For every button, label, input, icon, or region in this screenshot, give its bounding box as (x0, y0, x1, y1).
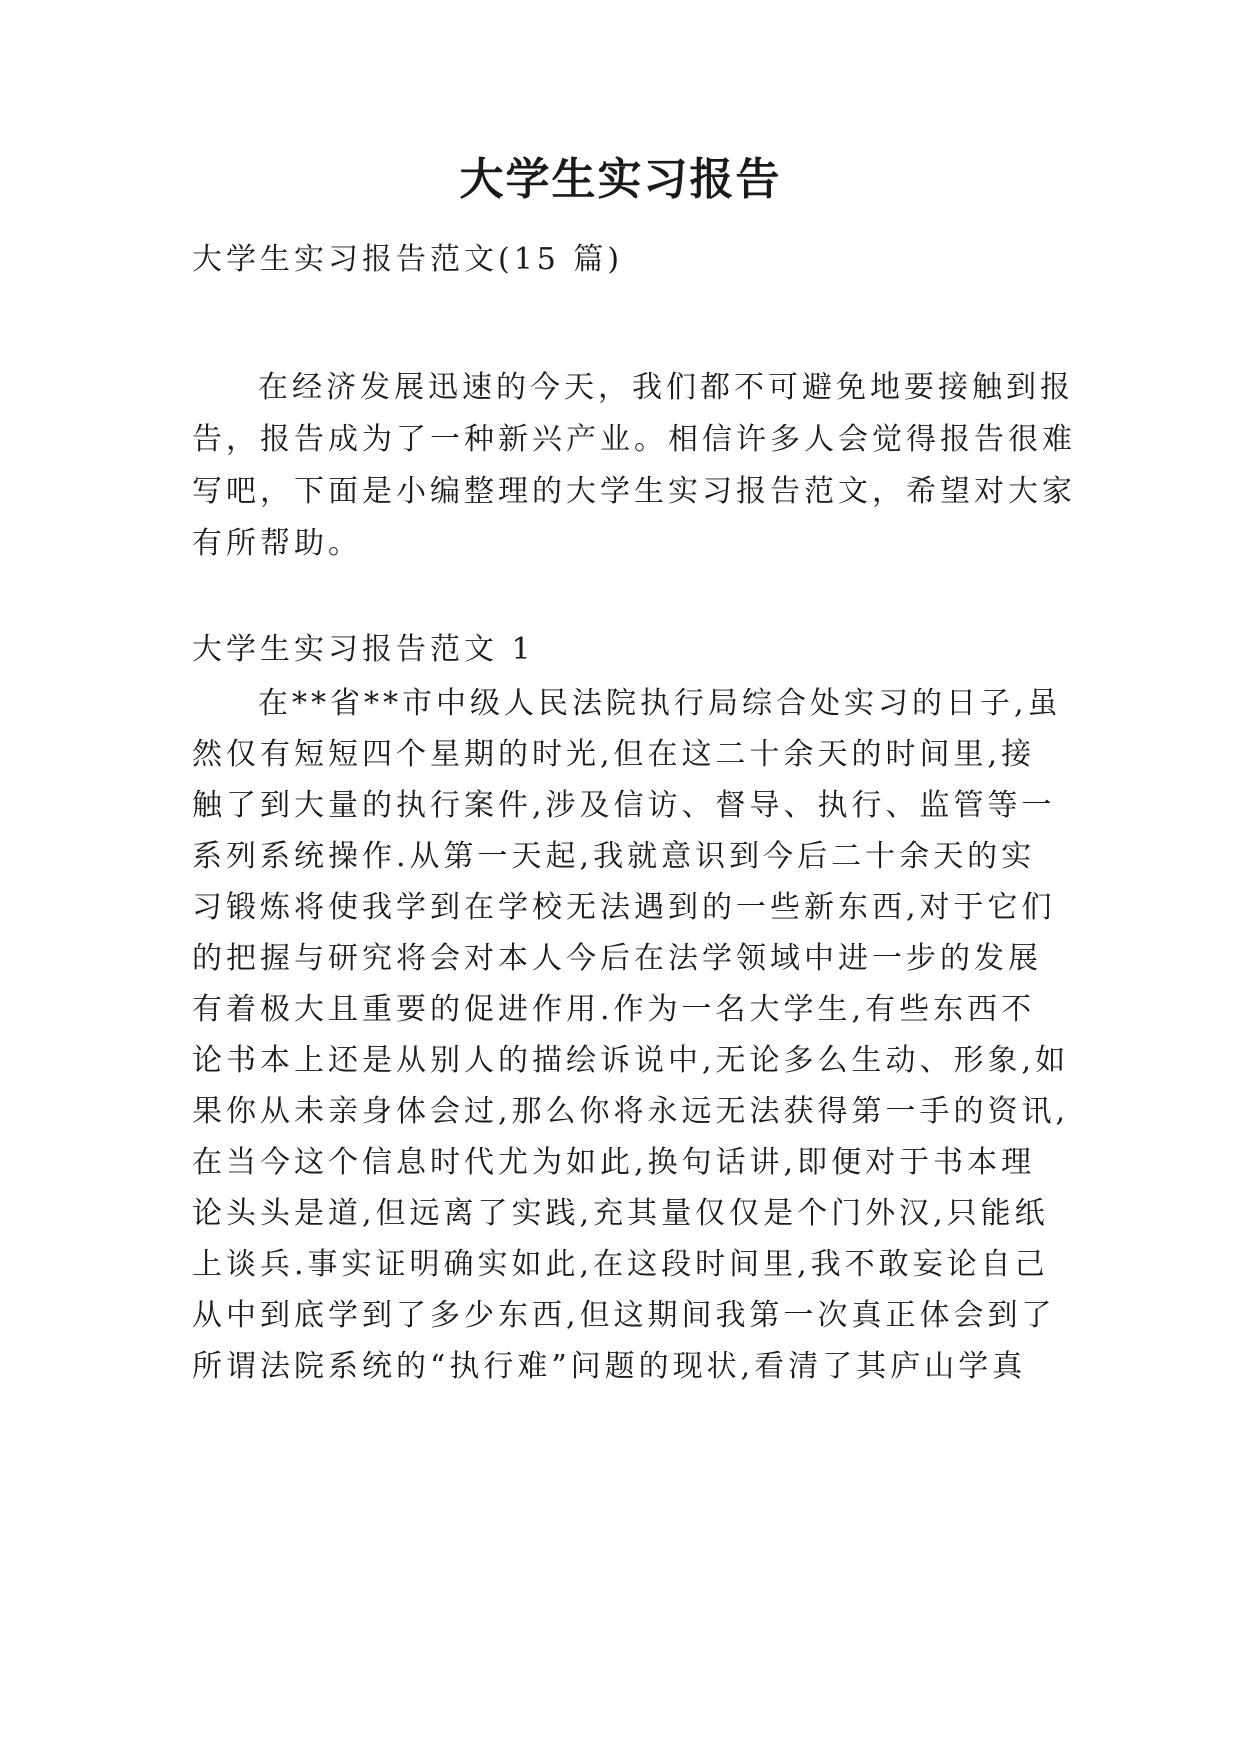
body-line: 然仅有短短四个星期的时光,但在这二十余天的时间里,接 (192, 737, 1036, 772)
body-line: 上谈兵.事实证明确实如此,在这段时间里,我不敢妄论自己 (192, 1247, 1049, 1282)
body-line: 论书本上还是从别人的描绘诉说中,无论多么生动、形象,如 (192, 1043, 1070, 1078)
intro-line: 写吧，下面是小编整理的大学生实习报告范文，希望对大家 (192, 474, 1076, 509)
body-line: 论头头是道,但远离了实践,充其量仅仅是个门外汉,只能纸 (192, 1196, 1049, 1231)
body-line: 从中到底学到了多少东西,但这期间我第一次真正体会到了 (192, 1298, 1056, 1333)
body-line: 的把握与研究将会对本人今后在法学领域中进一步的发展 (192, 941, 1042, 976)
intro-line: 有所帮助。 (192, 526, 362, 561)
body-line: 习锻炼将使我学到在学校无法遇到的一些新东西,对于它们 (192, 890, 1056, 925)
section-heading: 大学生实习报告范文 1 (192, 632, 535, 667)
body-line: 所谓法院系统的“执行难”问题的现状,看清了其庐山学真 (192, 1349, 1027, 1384)
body-line: 在当今这个信息时代尤为如此,换句话讲,即便对于书本理 (192, 1145, 1036, 1180)
document-subtitle: 大学生实习报告范文(15 篇) (192, 242, 624, 277)
body-line: 在**省**市中级人民法院执行局综合处实习的日子,虽 (258, 686, 1062, 721)
body-line: 有着极大且重要的促进作用.作为一名大学生,有些东西不 (192, 992, 1036, 1027)
body-line: 触了到大量的执行案件,涉及信访、督导、执行、监管等一 (192, 788, 1056, 823)
intro-line: 在经济发展迅速的今天，我们都不可避免地要接触到报 (258, 370, 1074, 405)
document-title: 大学生实习报告 (459, 154, 782, 205)
intro-line: 告，报告成为了一种新兴产业。相信许多人会觉得报告很难 (192, 422, 1076, 457)
body-line: 系列系统操作.从第一天起,我就意识到今后二十余天的实 (192, 839, 1036, 874)
body-line: 果你从未亲身体会过,那么你将永远无法获得第一手的资讯, (192, 1094, 1070, 1129)
